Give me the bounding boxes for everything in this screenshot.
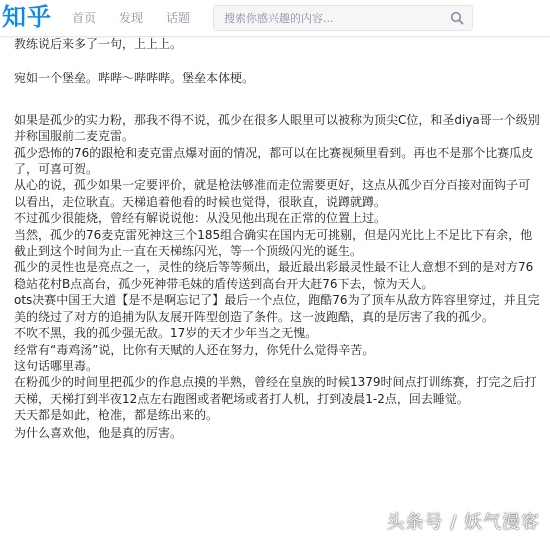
paragraph-gap <box>14 87 540 112</box>
paragraph: 不过孤少很能烧，曾经有解说说他：从没见他出现在正常的位置上过。 <box>14 211 387 226</box>
paragraph: 宛如一个堡垒。哔哔～哔哔哔。堡垒本体梗。 <box>14 71 255 86</box>
search-input[interactable] <box>214 6 439 30</box>
paragraph: 为什么喜欢他，他是真的厉害。 <box>14 425 183 440</box>
paragraph: 当然，孤少的76麦克雷死神这三个185组合确实在国内无可挑剔，但是闪光比上不足比下有余，他截止到这个时间为止一直在天梯练闪光，等一个顶级闪光的诞生。 <box>14 227 533 259</box>
article-body <box>14 36 540 441</box>
search-icon[interactable] <box>450 11 464 25</box>
paragraph: 在粉孤少的时间里把孤少的作息点摸的半熟，曾经在皇族的时候1379时间点打训练赛，打完之后打天梯，天梯打到半夜12点左右跑图或者靶场或者打人机，打到凌晨1-2点，回去睡觉。 <box>14 375 537 406</box>
nav-discover-link[interactable]: 发现 <box>119 11 144 25</box>
paragraph: 天天都是如此，枪准，都是练出来的。 <box>14 408 219 423</box>
zhihu-logo[interactable]: 知乎 <box>2 3 52 31</box>
paragraph: 这句话哪里毒。 <box>14 358 99 373</box>
nav-topics-link[interactable]: 话题 <box>166 11 191 25</box>
paragraph: 经常有“毒鸡汤”说，比你有天赋的人还在努力，你凭什么觉得辛苦。 <box>14 342 375 357</box>
paragraph: ots决赛中国王大道【是不是啊忘记了】最后一个点位，跑酷76为了顶车从敌方阵容里穿过，并且完美的绕过了对方的追捕为队友展开阵型创造了条件。这一波跑酷，真的是厉害了我的孤少。 <box>14 293 540 324</box>
top-navigation-bar <box>0 0 550 37</box>
paragraph: 不吹不黑，我的孤少强无敌。17岁的天才少年当之无愧。 <box>14 326 318 341</box>
search-box <box>213 5 473 31</box>
paragraph: 从心的说，孤少如果一定要评价，就是枪法够准而走位需要更好，这点从孤少百分百接对面钩子可以看出，走位耿直。天梯追着他看的时候也觉得，很耿直，说蹲就蹲。 <box>14 178 531 209</box>
paragraph-gap <box>14 52 540 70</box>
paragraph: 教练说后来多了一句，上上上。 <box>14 37 183 51</box>
watermark: 头条号 / 妖气漫客 <box>386 512 540 533</box>
nav-home-link[interactable]: 首页 <box>72 11 97 25</box>
paragraph: 孤少的灵性也是亮点之一，灵性的绕后等等频出，最近最出彩最灵性最不让人意想不到的是对方76稳站花村B点高台，孤少死神带毛妹的盾传送到高台开大赶76下去，惊为天人。 <box>14 260 534 291</box>
paragraph: 孤少恐怖的76的跟枪和麦克雷点爆对面的情况，都可以在比赛视频里看到。再也不是那个比赛瓜皮了，可喜可贺。 <box>14 145 534 177</box>
paragraph: 如果是孤少的实力粉，那我不得不说，孤少在很多人眼里可以被称为顶尖C位，和圣diya哥一个级别并称国服前二麦克雷。 <box>14 112 540 144</box>
